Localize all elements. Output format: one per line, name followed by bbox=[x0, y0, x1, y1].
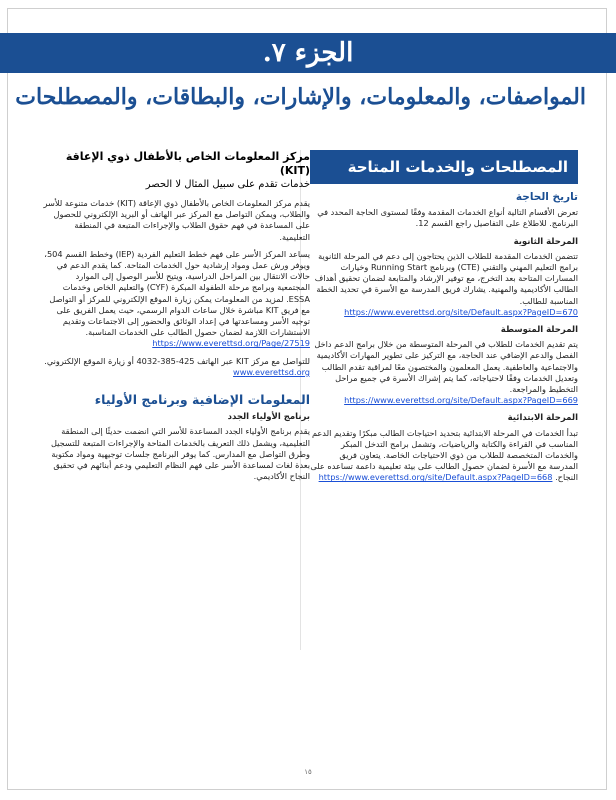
left-column bbox=[42, 150, 310, 488]
section2-body: يقدم برنامج الأولياء الجدد المساعدة للأسر التي انضمت حديثًا إلى المنطقة التعليمية، ويشمل ذلك التعريف بالخدمات المتاحة والإجراءات المتبعة للتسجيل وطرق التواصل مع المدارس. كما يوفر البرنامج جلسات توجيهية ومواد مكتوبة بعدة لغات لمساعدة الأسر على فهم النظام التعليمي ودعم أبنائهم في تحقيق النجاح الأكاديمي. bbox=[50, 426, 310, 482]
section-tab-label: تاريخ الحاجة bbox=[515, 191, 578, 203]
services-header: المصطلحات والخدمات المتاحة bbox=[310, 150, 578, 184]
kit-body-link[interactable]: https://www.everettsd.org/Page/27519 bbox=[152, 338, 310, 349]
kit-contact-link[interactable]: www.everettsd.org bbox=[233, 366, 310, 377]
elementary-stage-text: تبدأ الخدمات في المرحلة الابتدائية بتحديد احتياجات الطالب مبكرًا وتقديم الدعم المناسب في القراءة والكتابة والرياضيات، وتشمل برامج التدخل المبكر والخدمات المتخصصة للطلاب من ذوي الاحتياجات الخاصة. يتعاون فريق المدرسة مع الأسرة لضمان حصول الطالب على بيئة تعليمية داعمة تساعده على النجاح. bbox=[310, 427, 578, 483]
secondary-stage-body bbox=[310, 251, 578, 318]
kit-header-line2: خدمات تقدم على سبيل المثال لا الحصر bbox=[145, 179, 310, 190]
kit-header-line1: مركز المعلومات الخاص بالأطفال ذوي الإعاقة (KIT) bbox=[65, 150, 310, 177]
kit-header bbox=[42, 150, 310, 192]
middle-stage-title: المرحلة المتوسطة bbox=[500, 325, 578, 336]
middle-stage-link[interactable]: https://www.everettsd.org/site/Default.aspx?PageID=669 bbox=[344, 395, 578, 406]
middle-stage-body bbox=[310, 339, 578, 406]
kit-contact-text: للتواصل مع مركز KIT عبر الهاتف 425-385-4032 أو زيارة الموقع الإلكتروني. bbox=[44, 355, 310, 366]
page-number: ١٥ bbox=[304, 768, 312, 776]
elementary-stage-title: المرحلة الابتدائية bbox=[507, 413, 578, 424]
kit-body bbox=[42, 249, 310, 350]
elementary-stage-body bbox=[310, 428, 578, 484]
page-title: الجزء ٧. bbox=[262, 38, 354, 68]
right-column bbox=[310, 150, 578, 490]
elementary-stage-link[interactable]: https://www.everettsd.org/site/Default.aspx?PageID=668 bbox=[318, 472, 553, 483]
page-subtitle: المواصفات، والمعلومات، والإشارات، والبطاقات، والمصطلحات bbox=[15, 84, 586, 110]
section2-title: المعلومات الإضافية وبرنامج الأولياء bbox=[94, 392, 310, 408]
secondary-stage-text: تتضمن الخدمات المقدمة للطلاب الذين يحتاجون إلى دعم في المرحلة الثانوية برامج التعليم المهني والتقني (CTE) وبرنامج Running Start وخيارات المسارات المتاحة بعد التخرج، مع توفير الإرشاد والمتابعة لضمان تحقيق أهداف الطالب الأكاديمية والمهنية. يشارك فريق المدرسة مع الأسرة في تحديد الخطة المناسبة للطالب. bbox=[314, 250, 578, 306]
intro-paragraph: تعرض الأقسام التالية أنواع الخدمات المقدمة وفقًا لمستوى الحاجة المحدد في البرنامج. للاطلاع على التفاصيل راجع القسم 12. bbox=[317, 207, 578, 229]
secondary-stage-link[interactable]: https://www.everettsd.org/site/Default.aspx?PageID=670 bbox=[344, 306, 578, 317]
middle-stage-text: يتم تقديم الخدمات للطلاب في المرحلة المتوسطة من خلال برامج الدعم داخل الفصل والدعم الإضافي عند الحاجة، مع التركيز على تطوير المهارات الأكاديمية والاجتماعية والعاطفية. يعمل المعلمون والمختصون معًا لمراقبة تقدم الطالب وتعديل الخدمات وفقًا لاحتياجاته، كما يتم إشراك الأسرة في جميع مراحل التخطيط والمراجعة. bbox=[314, 339, 578, 395]
section2-subtitle: برنامج الأولياء الجدد bbox=[227, 412, 310, 423]
kit-contact bbox=[42, 356, 310, 378]
kit-body-text: يساعد المركز الأسر على فهم خطط التعليم الفردية (IEP) وخطط القسم 504، ويوفر ورش عمل ومواد إرشادية حول الخدمات المتاحة. كما يقدم الدعم في حالات الانتقال بين المراحل الدراسية، ويتيح للأسر الوصول إلى الموارد المجتمعية وبرامج مرحلة الطفولة المبكرة (CYF) والتعليم الخاص وخدمات ESSA. لمزيد من المعلومات يمكن زيارة الموقع الإلكتروني للمركز أو التواصل مع فريق KIT مباشرة خلال ساعات الدوام الرسمي، حيث يعمل الفريق على توجيه الأسر ومساعدتها في إعداد الوثائق والحضور إلى الاجتماعات وتقديم الاستشارات اللازمة لضمان حصول الطالب على الخدمات المناسبة. bbox=[44, 248, 310, 338]
kit-intro: يقدم مركز المعلومات الخاص بالأطفال ذوي الإعاقة (KIT) خدمات متنوعة للأسر والطلاب، ويمكن التواصل مع المركز عبر الهاتف أو البريد الإلكتروني للحصول على المساعدة في فهم حقوق الطلاب والإجراءات المتبعة في المنطقة التعليمية. bbox=[43, 198, 310, 242]
secondary-stage-title: المرحلة الثانوية bbox=[513, 236, 578, 247]
